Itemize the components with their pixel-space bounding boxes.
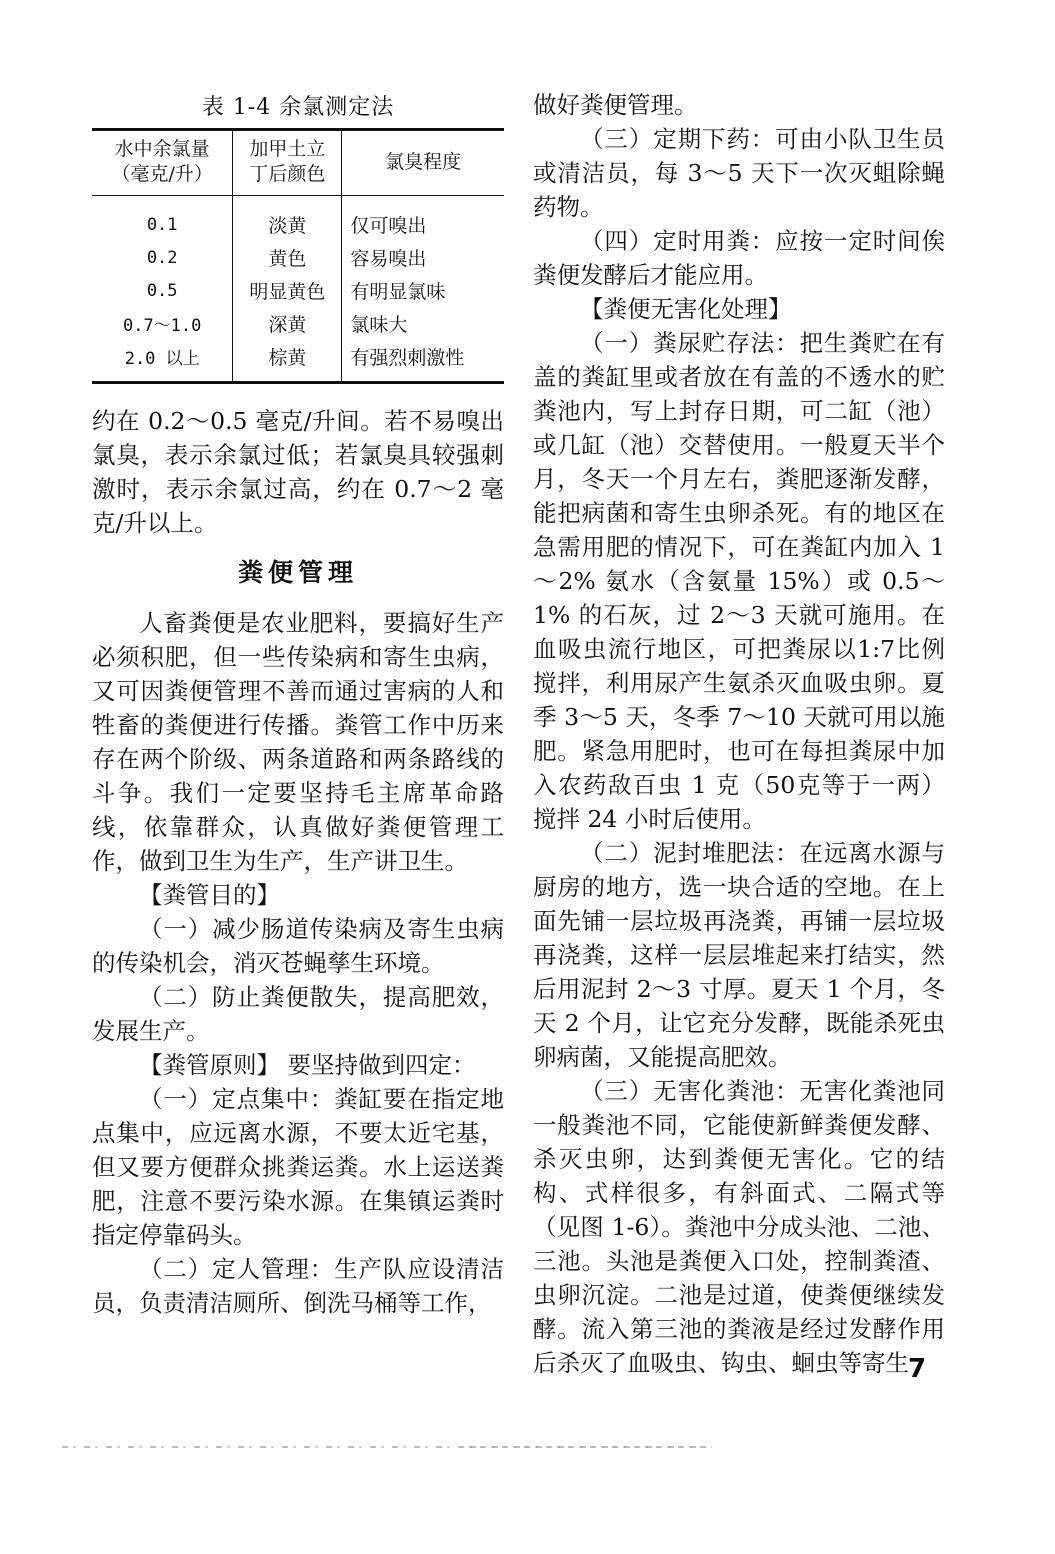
paragraph: （二）防止粪便散失，提高肥效，发展生产。 <box>92 983 504 1045</box>
cell-amount: 0.5 <box>146 280 178 301</box>
table-row <box>92 196 504 242</box>
cell-color: 明显黄色 <box>233 274 342 307</box>
table-row <box>92 241 504 274</box>
table-header-row <box>92 130 504 196</box>
header-line: 水中余氯量 <box>114 138 210 160</box>
paragraph: （三）定期下药：可由小队卫生员或清洁员，每 3～5 天下一次灭蛆除蝇药物。 <box>533 125 945 221</box>
paragraph: （四）定时用粪：应按一定时间俟粪便发酵后才能应用。 <box>533 227 945 289</box>
paragraph: 人畜粪便是农业肥料，要搞好生产必须积肥，但一些传染病和寄生虫病，又可因粪便管理不善而通过害病的人和牲畜的粪便进行传播。粪管工作中历来存在两个阶级、两条道路和两条路线的斗争。我们一定要坚持毛主席革命路线，依靠群众，认真做好粪便管理工作，做到卫生为生产，生产讲卫生。 <box>92 609 504 875</box>
section-heading: 粪便管理 <box>237 558 358 587</box>
header-odor: 氯臭程度 <box>342 130 504 196</box>
cell-odor: 仅可嗅出 <box>342 196 504 242</box>
cell-color: 黄色 <box>233 241 342 274</box>
header-color <box>233 130 342 196</box>
paragraph: 做好粪便管理。 <box>533 91 698 119</box>
table-caption: 表 1-4 余氯测定法 <box>201 95 395 120</box>
cell-odor: 氯味大 <box>342 307 504 340</box>
right-column <box>533 88 945 1380</box>
table-row <box>92 274 504 307</box>
paragraph: 约在 0.2～0.5 毫克/升间。若不易嗅出氯臭，表示余氯过低；若氯臭具较强刺激时，表示余氯过高，约在 0.7～2 毫克/升以上。 <box>92 407 504 537</box>
paragraph: （三）无害化粪池：无害化粪池同一般粪池不同，它能使新鲜粪便发酵、杀灭虫卵，达到粪便无害化。它的结构、式样很多，有斜面式、二隔式等（见图 1-6）。粪池中分成头池、二池、三池。头池是粪便入口处，控制粪渣、虫卵沉淀。二池是过道，使粪便继续发酵。流入第三池的粪液是经过发酵作用后杀灭了血吸虫、钩虫、蛔虫等寄生 <box>533 1077 945 1377</box>
cell-color: 深黄 <box>233 307 342 340</box>
paragraph: （一）减少肠道传染病及寄生虫病的传染机会，消灭苍蝇孳生环境。 <box>92 915 504 977</box>
header-residual-chlorine <box>92 130 233 196</box>
cell-odor: 容易嗅出 <box>342 241 504 274</box>
subheading: 【粪管目的】 <box>139 881 280 909</box>
cell-color: 棕黄 <box>233 340 342 383</box>
header-line: 丁后颜色 <box>249 163 326 185</box>
table-row <box>92 340 504 383</box>
page-number: 7 <box>908 1354 927 1384</box>
header-line: 加甲土立 <box>249 138 326 160</box>
cell-amount: 0.1 <box>146 214 178 235</box>
paragraph: （一）粪尿贮存法：把生粪贮在有盖的粪缸里或者放在有盖的不透水的贮粪池内，写上封存日期，可二缸（池）或几缸（池）交替使用。一般夏天半个月，冬天一个月左右，粪肥逐渐发酵，能把病菌和寄生虫卵杀死。有的地区在急需用肥的情况下，可在粪缸内加入 1～2% 氨水（含氨量 15%）或 0.5～1% 的石灰，过 2～3 天就可施用。在血吸虫流行地区，可把粪尿以1:7比例搅拌，利用尿产生氨杀灭血吸虫卵。夏季 3～5 天，冬季 7～10 天就可用以施肥。紧急用肥时，也可在每担粪尿中加入农药敌百虫 1 克（50克等于一两）搅拌 24 小时后使用。 <box>533 329 945 833</box>
cell-odor: 有强烈刺激性 <box>342 340 504 383</box>
cell-amount: 2.0 以上 <box>124 349 200 369</box>
cell-amount: 0.7～1.0 <box>122 316 202 336</box>
paragraph: （二）泥封堆肥法：在远离水源与厨房的地方，选一块合适的空地。在上面先铺一层垃圾再浇粪，再铺一层垃圾再浇粪，这样一层层堆起来打结实，然后用泥封 2～3 寸厚。夏天 1 个月，冬天 2 个月，让它充分发酵，既能杀死虫卵病菌，又能提高肥效。 <box>533 839 945 1071</box>
cell-amount: 0.2 <box>146 247 178 268</box>
residual-chlorine-table <box>92 128 504 384</box>
cell-color: 淡黄 <box>233 196 342 242</box>
cell-odor: 有明显氯味 <box>342 274 504 307</box>
paragraph: （一）定点集中：粪缸要在指定地点集中，应远离水源，不要太近宅基，但又要方便群众挑粪运粪。水上运送粪肥，注意不要污染水源。在集镇运粪时指定停靠码头。 <box>92 1085 504 1249</box>
subheading: 【粪管原则】 要坚持做到四定： <box>139 1051 476 1079</box>
subheading: 【粪便无害化处理】 <box>580 295 792 323</box>
left-column <box>92 88 504 1320</box>
paragraph: （二）定人管理：生产队应设清洁员，负责清洁厕所、倒洗马桶等工作， <box>92 1255 504 1317</box>
header-line: （毫克/升） <box>111 163 213 185</box>
table-row <box>92 307 504 340</box>
scan-artifact <box>470 1446 700 1448</box>
